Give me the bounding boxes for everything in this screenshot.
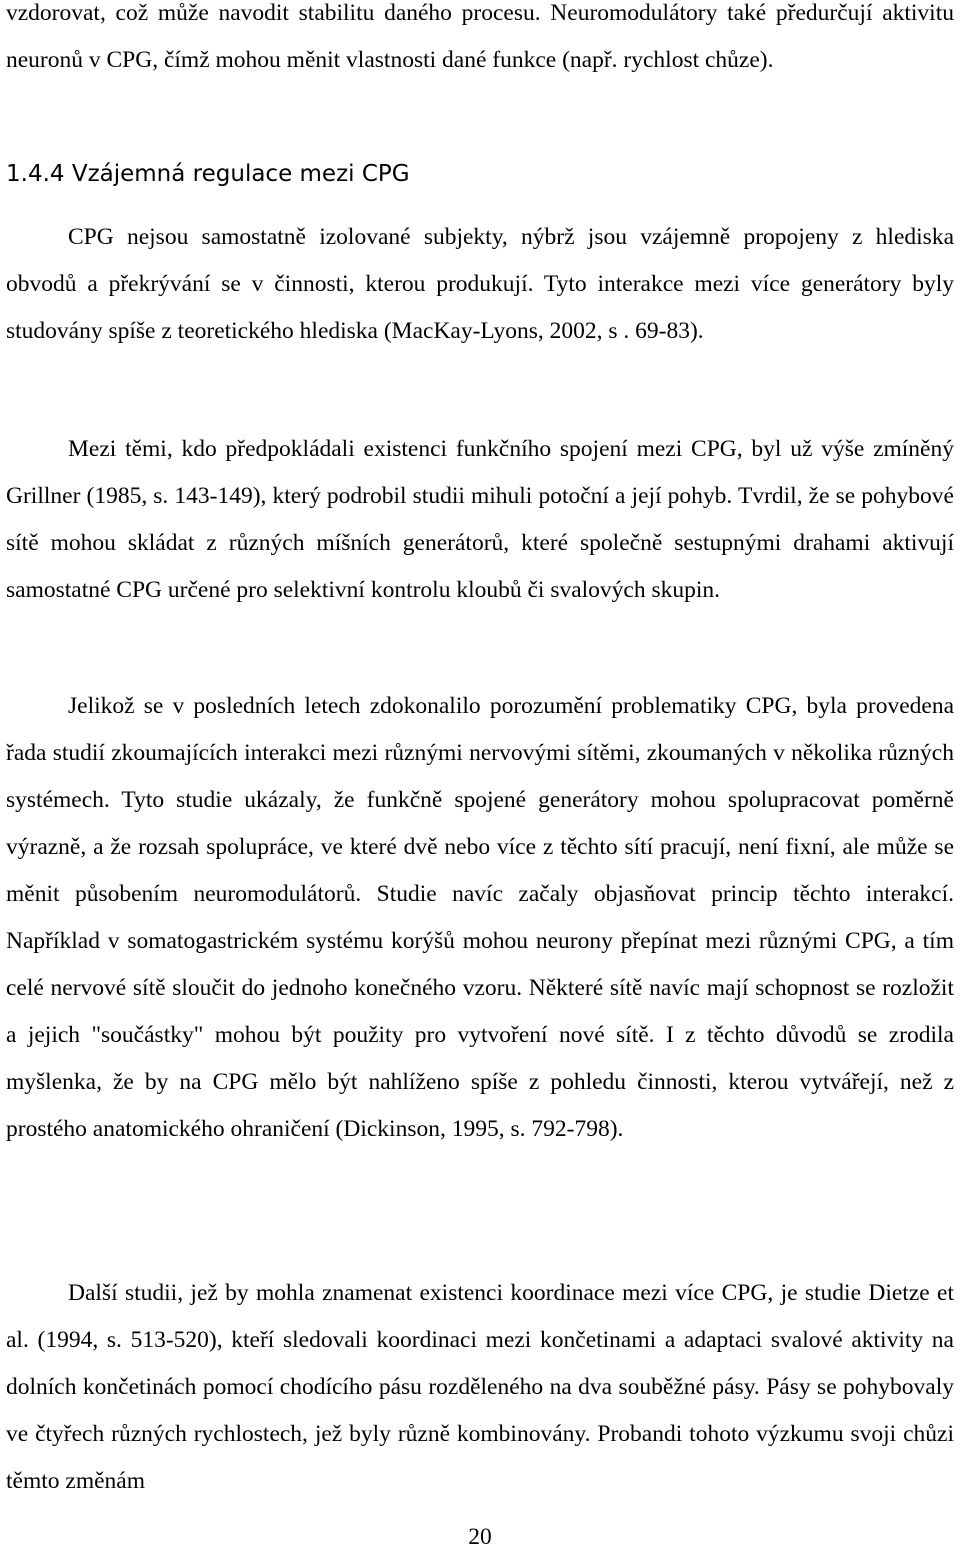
paragraph-grillner: Mezi těmi, kdo předpokládali existenci funkčního spojení mezi CPG, byl už výše zmíněný Grillner (1985, s. 143-149), který podrobil studii mihuli potoční a její pohyb. Tvrdil, že se pohybové sítě mohou skládat z různých míšních generátorů, které společně sestupnými drahami aktivují samostatné CPG určené pro selektivní kontrolu kloubů či svalových skupin. — [6, 436, 954, 603]
paragraph-continuation: vzdorovat, což může navodit stabilitu daného procesu. Neuromodulátory také předurčují aktivitu neuronů v CPG, čímž mohou měnit vlastnosti dané funkce (např. rychlost chůze). — [6, 0, 954, 73]
page-number: 20 — [468, 1524, 492, 1550]
paragraph-cpg-interconnection: CPG nejsou samostatně izolované subjekty, nýbrž jsou vzájemně propojeny z hlediska obvodů a překrývání se v činnosti, kterou produkují. Tyto interakce mezi více generátory byly studovány spíše z teoretického hlediska (MacKay-Lyons, 2002, s . 69-83). — [6, 224, 954, 344]
paragraph-dietz-study: Další studii, jež by mohla znamenat existenci koordinace mezi více CPG, je studie Dietze et al. (1994, s. 513-520), kteří sledovali koordinaci mezi končetinami a adaptaci svalové aktivity na dolních končetinách pomocí chodícího pásu rozděleného na dva souběžné pásy. Pásy se pohybovaly ve čtyřech různých rychlostech, jež byly různě kombinovány. Probandi tohoto výzkumu svoji chůzi těmto změnám — [6, 1280, 954, 1494]
paragraph-cpg-research: Jelikož se v posledních letech zdokonalilo porozumění problematiky CPG, byla provedena řada studií zkoumajících interakci mezi různými nervovými sítěmi, zkoumaných v několika různých systémech. Tyto studie ukázaly, že funkčně spojené generátory mohou spolupracovat poměrně výrazně, a že rozsah spolupráce, ve které dvě nebo více z těchto sítí pracují, není fixní, ale může se měnit působením neuromodulátorů. Studie navíc začaly objasňovat princip těchto interakcí. Například v somatogastrickém systému korýšů mohou neurony přepínat mezi různými CPG, a tím celé nervové sítě sloučit do jednoho konečného vzoru. Některé sítě navíc mají schopnost se rozložit a jejich "součástky" mohou být použity pro vytvoření nové sítě. I z těchto důvodů se zrodila myšlenka, že by na CPG mělo být nahlíženo spíše z pohledu činnosti, kterou vytvářejí, než z prostého anatomického ohraničení (Dickinson, 1995, s. 792-798). — [6, 693, 954, 1142]
section-heading: 1.4.4 Vzájemná regulace mezi CPG — [6, 161, 410, 187]
